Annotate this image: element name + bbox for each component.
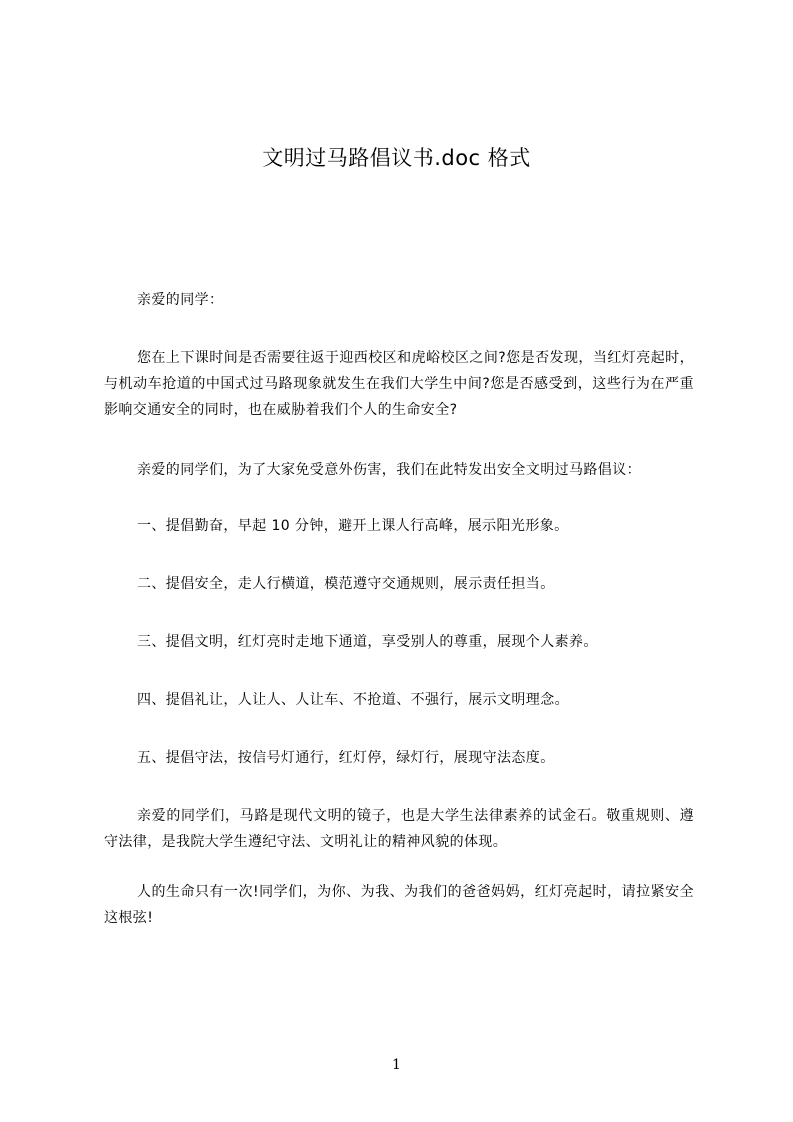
proposal-item: 四、提倡礼让，人让人、人让车、不抢道、不强行，展示文明理念。 [137,692,569,708]
page-number: 1 [392,1057,401,1073]
proposal-item: 二、提倡安全，走人行横道，模范遵守交通规则，展示责任担当。 [137,576,555,592]
document-body [104,287,694,955]
greeting-paragraph: 亲爱的同学： [137,292,224,308]
proposal-item: 三、提倡文明，红灯亮时走地下通道，享受别人的尊重，展现个人素养。 [137,634,598,650]
proposal-item: 五、提倡守法，按信号灯通行，红灯停，绿灯行，展现守法态度。 [137,750,555,766]
document-title: 文明过马路倡议书.doc 格式 [262,146,531,170]
proposal-item: 一、提倡勤奋，早起 10 分钟，避开上课人行高峰，展示阳光形象。 [137,518,569,534]
closing-paragraph: 亲爱的同学们，马路是现代文明的镜子，也是大学生法律素养的试金石。敬重规则、遵守法律，是我院大学生遵纪守法、文明礼让的精神风貌的体现。 [104,808,694,850]
intro-paragraph: 您在上下课时间是否需要往返于迎西校区和虎峪校区之间?您是否发现，当红灯亮起时，与机动车抢道的中国式过马路现象就发生在我们大学生中间?您是否感受到，这些行为在严重影响交通安全的同时，也在威胁着我们个人的生命安全? [104,350,694,418]
call-paragraph: 亲爱的同学们，为了大家免受意外伤害，我们在此特发出安全文明过马路倡议： [137,462,641,478]
final-paragraph: 人的生命只有一次!同学们，为你、为我、为我们的爸爸妈妈，红灯亮起时，请拉紧安全这根弦! [104,884,694,926]
